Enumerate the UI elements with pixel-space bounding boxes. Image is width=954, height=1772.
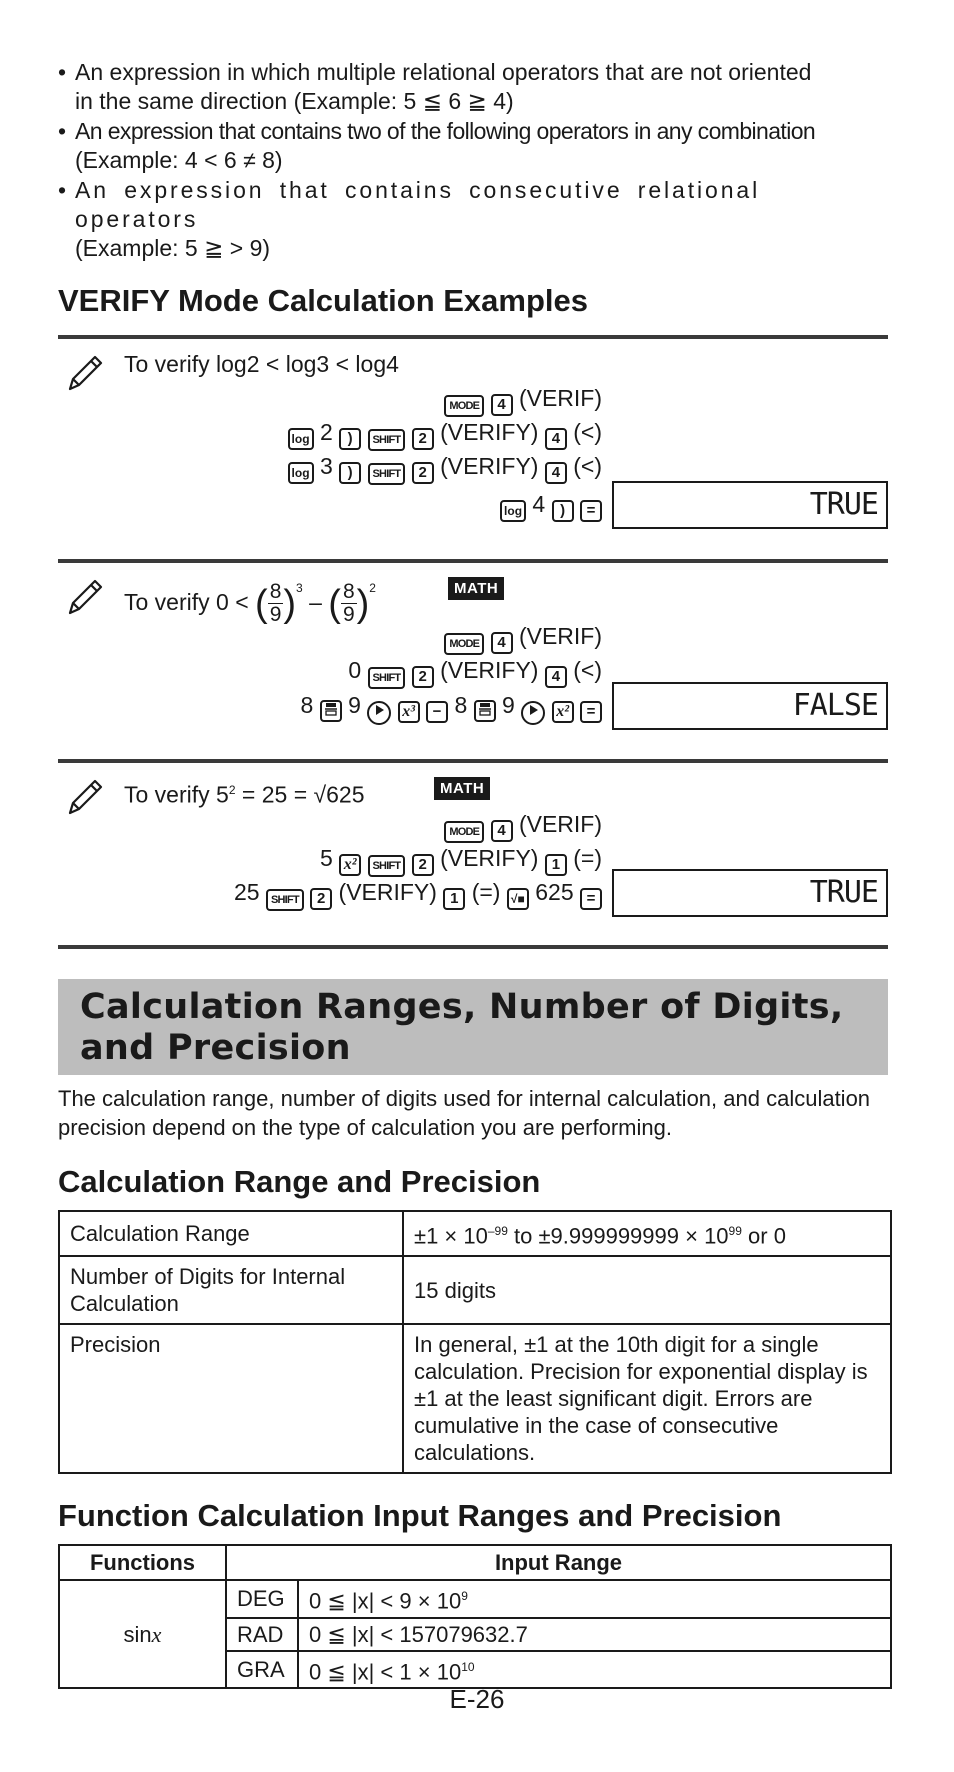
pencil-icon: [64, 776, 106, 818]
list-item-text: An expression that contains two of the following operators in any combination: [75, 118, 816, 144]
verify-examples: [58, 335, 888, 949]
bullet-dot: •: [58, 118, 66, 144]
key-annotation: (VERIF): [518, 385, 602, 411]
key-annotation: (=): [573, 845, 602, 871]
digit: 9: [502, 692, 515, 718]
table-cell: [298, 1580, 891, 1617]
title-text: = 25 = √625: [235, 781, 365, 808]
key-sequence: [288, 451, 602, 485]
shift-key: SHIFT: [368, 463, 406, 485]
equals-key: =: [580, 888, 602, 910]
paren: ): [283, 582, 297, 625]
minus-sign: –: [309, 589, 322, 615]
right-arrow-key-icon: [521, 701, 545, 725]
verify-examples-heading: VERIFY Mode Calculation Examples: [58, 283, 589, 318]
cube-key: x³: [398, 701, 420, 723]
section-title: Calculation Ranges, Number of Digits,: [80, 987, 844, 1027]
log-key: log: [288, 462, 314, 484]
key-annotation: (=): [471, 879, 501, 905]
fraction-numerator: 8: [342, 580, 355, 604]
mode-key: MODE: [444, 821, 484, 843]
table-row: [59, 1256, 891, 1324]
shift-key: SHIFT: [368, 855, 406, 877]
key-annotation: (<): [573, 453, 602, 479]
fraction-key-icon: [474, 700, 496, 722]
key-annotation: (<): [573, 657, 602, 683]
range-text: 0 ≦ |x| < 9 × 10: [309, 1588, 462, 1614]
table-cell: [298, 1651, 891, 1688]
exponent: 3: [296, 581, 303, 595]
key-annotation: (VERIF): [518, 623, 602, 649]
calculator-display: TRUE: [612, 869, 888, 917]
function-cell: sinx: [59, 1580, 226, 1688]
section-title: and Precision: [80, 1028, 351, 1068]
four-key: 4: [545, 666, 567, 688]
shift-key: SHIFT: [368, 429, 406, 451]
example-title: [124, 775, 365, 810]
sqrt-key: √■: [507, 888, 529, 910]
math-badge: MATH: [448, 577, 504, 600]
list-item-text: (Example: 4 < 6 ≠ 8): [75, 147, 283, 173]
key-annotation: (VERIF): [518, 811, 602, 837]
square-key: x²: [339, 854, 361, 876]
example-fraction: [58, 563, 888, 763]
bullet-dot: •: [58, 177, 67, 203]
pencil-icon: [64, 352, 106, 394]
example-title: To verify log2 < log3 < log4: [124, 351, 399, 377]
list-item-text: An expression in which multiple relational operators that are not oriented: [75, 59, 812, 85]
close-paren-key: ): [339, 462, 361, 484]
close-paren-key: ): [339, 428, 361, 450]
exponent: 9: [461, 1589, 468, 1604]
table-cell: 0 ≦ |x| < 157079632.7: [298, 1618, 891, 1651]
key-sequence: [234, 877, 602, 911]
key-annotation: (VERIFY): [440, 845, 539, 871]
log-key: log: [288, 428, 314, 450]
mode-key: MODE: [444, 633, 484, 655]
fraction-denominator: 9: [342, 603, 355, 627]
exponent: 10: [461, 1659, 475, 1674]
math-badge: MATH: [434, 777, 490, 800]
table-cell: In general, ±1 at the 10th digit for a single calculation. Precision for exponential display is ±1 at the least significant digit. Errors are cumulative in the case of consecutive calculations.: [403, 1324, 891, 1473]
example-log: [58, 339, 888, 563]
four-key: 4: [491, 820, 513, 842]
exponent: –99: [487, 1224, 508, 1238]
column-header: Input Range: [226, 1545, 891, 1580]
four-key: 4: [491, 394, 513, 416]
exponent: 99: [728, 1224, 742, 1238]
table-cell: RAD: [226, 1618, 298, 1651]
key-sequence: [301, 690, 602, 725]
mode-key: MODE: [444, 395, 484, 417]
minus-key: −: [426, 701, 448, 723]
log-key: log: [500, 500, 526, 522]
square-key: x²: [552, 701, 574, 723]
two-key: 2: [412, 854, 434, 876]
digit: 0: [348, 657, 362, 683]
list-item-text: in the same direction (Example: 5 ≦ 6 ≧ 4): [75, 88, 514, 114]
two-key: 2: [412, 462, 434, 484]
list-item: [58, 117, 888, 175]
table-row: [59, 1324, 891, 1473]
calculator-display: TRUE: [612, 481, 888, 529]
pencil-icon: [64, 576, 106, 618]
exponent: 2: [228, 783, 236, 797]
key-annotation: (VERIFY): [440, 453, 539, 479]
digit: 9: [348, 692, 361, 718]
key-annotation: (VERIFY): [338, 879, 437, 905]
fraction-denominator: 9: [269, 603, 282, 627]
table-cell: 15 digits: [403, 1256, 891, 1324]
digit: 8: [300, 692, 314, 718]
key-annotation: (VERIFY): [440, 657, 539, 683]
function-range-table: [58, 1544, 892, 1689]
digit: 2: [319, 419, 333, 445]
four-key: 4: [491, 632, 513, 654]
two-key: 2: [412, 666, 434, 688]
list-item-text: (Example: 5 ≧ > 9): [75, 235, 271, 261]
table-cell: Calculation Range: [59, 1211, 403, 1256]
paren: (: [255, 582, 268, 625]
digit: 25: [233, 879, 260, 905]
digit: 625: [535, 879, 574, 905]
shift-key: SHIFT: [368, 667, 406, 689]
list-item: [58, 176, 888, 263]
key-annotation: (VERIFY): [440, 419, 539, 445]
example-square-root: [58, 763, 888, 949]
manual-page: [58, 58, 888, 1689]
range-text: 0 ≦ |x| < 1 × 10: [309, 1658, 462, 1684]
table-cell: Number of Digits for Internal Calculation: [59, 1256, 403, 1324]
table-cell: GRA: [226, 1651, 298, 1688]
error-conditions-list: [58, 58, 888, 263]
list-item-text: An expression that contains consecutive relational operators: [75, 177, 761, 232]
table-cell: DEG: [226, 1580, 298, 1617]
variable: x: [151, 1621, 162, 1647]
digit: 5: [319, 845, 333, 871]
calculator-display: FALSE: [612, 682, 888, 730]
table-cell: $\pm 1 \times 10^{-99}$ to $\pm 9.999999999 \times 10^{99}$ or 0: [403, 1211, 891, 1256]
title-text: To verify 5: [124, 781, 229, 808]
fraction-key-icon: [320, 700, 342, 722]
table-row: [59, 1580, 891, 1617]
page-number: E-26: [449, 1684, 505, 1714]
right-arrow-key-icon: [367, 701, 391, 725]
equals-key: =: [580, 500, 602, 522]
four-key: 4: [545, 462, 567, 484]
bullet-dot: •: [58, 59, 67, 85]
fraction: [341, 581, 357, 626]
table-header-row: [59, 1545, 891, 1580]
paren: (: [328, 582, 341, 625]
key-sequence: [444, 621, 602, 655]
fraction: [268, 581, 284, 626]
key-sequence: [320, 843, 602, 877]
digit: 4: [532, 491, 546, 517]
key-sequence: [444, 383, 602, 417]
close-paren-key: ): [552, 500, 574, 522]
shift-key: SHIFT: [266, 889, 304, 911]
four-key: 4: [545, 428, 567, 450]
column-header: Functions: [59, 1545, 226, 1580]
fraction-numerator: 8: [269, 580, 282, 604]
table-row: [59, 1211, 891, 1256]
range-heading: Calculation Range and Precision: [58, 1164, 541, 1199]
key-sequence: [444, 809, 602, 843]
one-key: 1: [545, 854, 567, 876]
list-item: [58, 58, 888, 116]
key-annotation: (<): [573, 419, 602, 445]
two-key: 2: [310, 888, 332, 910]
two-key: 2: [412, 428, 434, 450]
table-cell: Precision: [59, 1324, 403, 1473]
section-heading-band: [58, 979, 888, 1075]
one-key: 1: [443, 888, 465, 910]
key-sequence: [348, 655, 602, 689]
key-sequence: [288, 417, 602, 451]
range-table: [58, 1210, 892, 1474]
example-title: [124, 573, 376, 626]
exponent: 2: [369, 581, 376, 595]
title-text: To verify 0 <: [124, 589, 249, 615]
equals-key: =: [580, 701, 602, 723]
digit: 3: [319, 453, 333, 479]
digit: 8: [454, 692, 468, 718]
key-sequence: [500, 489, 602, 522]
intro-paragraph: The calculation range, number of digits used for internal calculation, and calculation precision depend on the type of calculation you are performing.: [58, 1086, 871, 1140]
function-range-heading: Function Calculation Input Ranges and Precision: [58, 1498, 782, 1534]
paren: ): [356, 582, 370, 625]
